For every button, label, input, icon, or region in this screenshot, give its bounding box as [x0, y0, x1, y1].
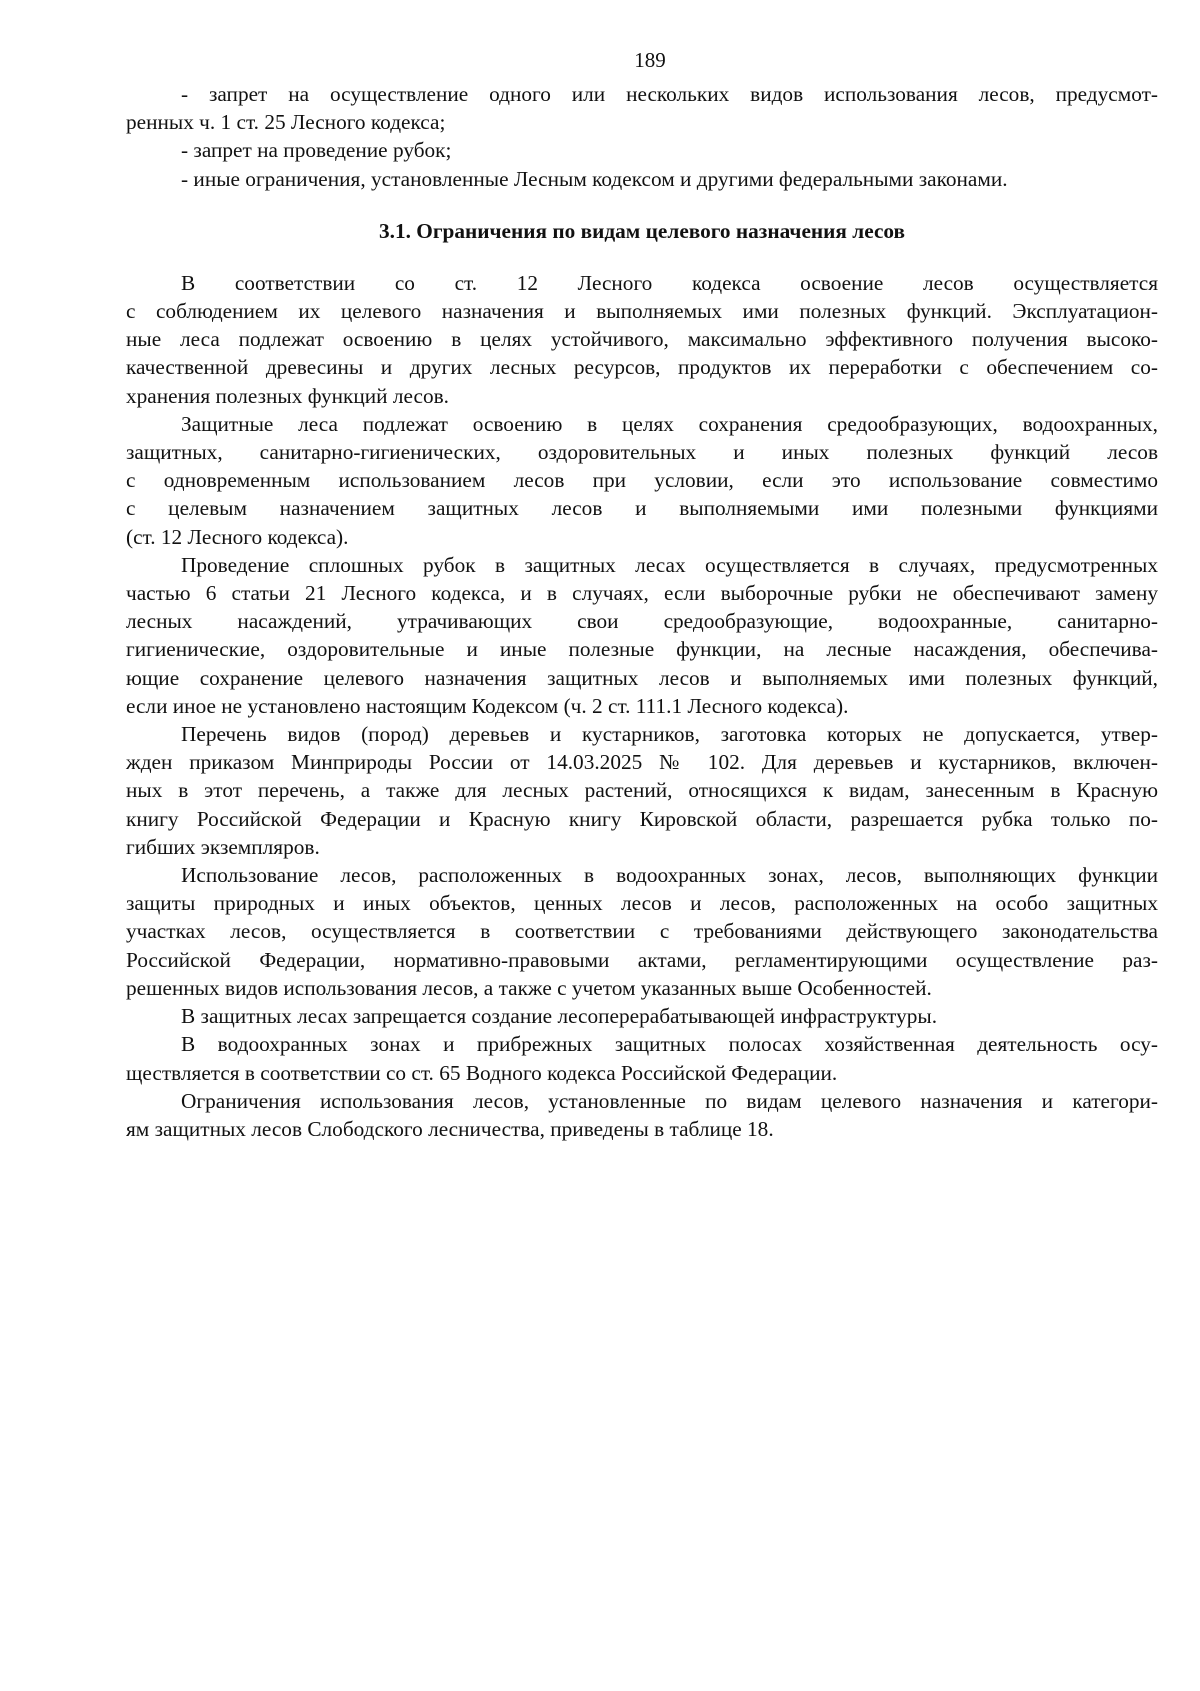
- text-line: жден приказом Минприроды России от 14.03.2025 № 102. Для деревьев и кустарников, включен-: [126, 750, 1158, 775]
- text-line: лесных насаждений, утрачивающих свои средообразующие, водоохранные, санитарно-: [126, 609, 1158, 634]
- paragraph: [126, 410, 1158, 551]
- text-line: В соответствии со ст. 12 Лесного кодекса освоение лесов осуществляется: [181, 270, 1158, 295]
- list-item: [126, 165, 1158, 193]
- list-item: [126, 80, 1158, 136]
- text-line: (ст. 12 Лесного кодекса).: [126, 524, 349, 549]
- paragraph: [126, 551, 1158, 720]
- text-line: хранения полезных функций лесов.: [126, 383, 449, 408]
- list-item: [126, 136, 1158, 164]
- text-line: решенных видов использования лесов, а также с учетом указанных выше Особенностей.: [126, 975, 932, 1000]
- text-line: ные леса подлежат освоению в целях устойчивого, максимально эффективного получения высоко-: [126, 327, 1158, 352]
- text-line: - запрет на осуществление одного или нескольких видов использования лесов, предусмот-: [181, 82, 1158, 106]
- text-line: - запрет на проведение рубок;: [181, 138, 452, 163]
- text-line: Защитные леса подлежат освоению в целях сохранения средообразующих, водоохранных,: [181, 411, 1158, 436]
- text-line: книгу Российской Федерации и Красную книгу Кировской области, разрешается рубка только по-: [126, 806, 1158, 831]
- text-line: с одновременным использованием лесов при условии, если это использование совместимо: [126, 468, 1158, 493]
- text-line: гибших экземпляров.: [126, 834, 320, 859]
- restrictions-list: [126, 80, 1158, 193]
- text-line: участках лесов, осуществляется в соответствии с требованиями действующего законодательства: [126, 919, 1158, 944]
- text-line: ществляется в соответствии со ст. 65 Водного кодекса Российской Федерации.: [126, 1060, 838, 1085]
- text-line: с целевым назначением защитных лесов и выполняемыми ими полезными функциями: [126, 496, 1158, 521]
- paragraph: [126, 1087, 1158, 1143]
- paragraph: [126, 269, 1158, 410]
- text-line: гигиенические, оздоровительные и иные полезные функции, на лесные насаждения, обеспечива-: [126, 637, 1158, 662]
- text-line: В водоохранных зонах и прибрежных защитных полосах хозяйственная деятельность осу-: [181, 1032, 1158, 1057]
- text-line: частью 6 статьи 21 Лесного кодекса, и в случаях, если выборочные рубки не обеспечивают замену: [126, 581, 1158, 606]
- text-line: защитных, санитарно-гигиенических, оздоровительных и иных полезных функций лесов: [126, 440, 1158, 465]
- text-line: Российской Федерации, нормативно-правовыми актами, регламентирующими осуществление раз-: [126, 947, 1158, 972]
- document-page: [126, 46, 1158, 1143]
- text-line: защиты природных и иных объектов, ценных лесов и лесов, расположенных на особо защитных: [126, 891, 1158, 916]
- paragraph: [126, 1030, 1158, 1086]
- text-line: ренных ч. 1 ст. 25 Лесного кодекса;: [126, 110, 446, 135]
- text-line: качественной древесины и других лесных ресурсов, продуктов их переработки с обеспечением со-: [126, 355, 1158, 380]
- body-text: [126, 269, 1158, 1143]
- text-line: ных в этот перечень, а также для лесных растений, относящихся к видам, занесенным в Красную: [126, 778, 1158, 803]
- text-line: Использование лесов, расположенных в водоохранных зонах, лесов, выполняющих функции: [181, 863, 1158, 888]
- text-line: с соблюдением их целевого назначения и выполняемых ими полезных функций. Эксплуатацион-: [126, 299, 1158, 324]
- paragraph: [126, 1002, 1158, 1030]
- section-heading: 3.1. Ограничения по видам целевого назначения лесов: [378, 218, 906, 243]
- page-number: 189: [634, 48, 666, 72]
- paragraph: [126, 720, 1158, 861]
- text-line: ющие сохранение целевого назначения защитных лесов и выполняемых ими полезных функций,: [126, 665, 1158, 690]
- paragraph: [126, 861, 1158, 1002]
- text-line: если иное не установлено настоящим Кодексом (ч. 2 ст. 111.1 Лесного кодекса).: [126, 693, 849, 718]
- text-line: - иные ограничения, установленные Лесным кодексом и другими федеральными законами.: [181, 166, 1008, 191]
- text-line: Ограничения использования лесов, установленные по видам целевого назначения и категори-: [181, 1088, 1158, 1113]
- text-line: Перечень видов (пород) деревьев и кустарников, заготовка которых не допускается, утвер-: [181, 722, 1158, 747]
- text-line: ям защитных лесов Слободского лесничества, приведены в таблице 18.: [126, 1116, 774, 1141]
- text-line: В защитных лесах запрещается создание лесоперерабатывающей инфраструктуры.: [181, 1004, 938, 1029]
- text-line: Проведение сплошных рубок в защитных лесах осуществляется в случаях, предусмотренных: [181, 552, 1158, 577]
